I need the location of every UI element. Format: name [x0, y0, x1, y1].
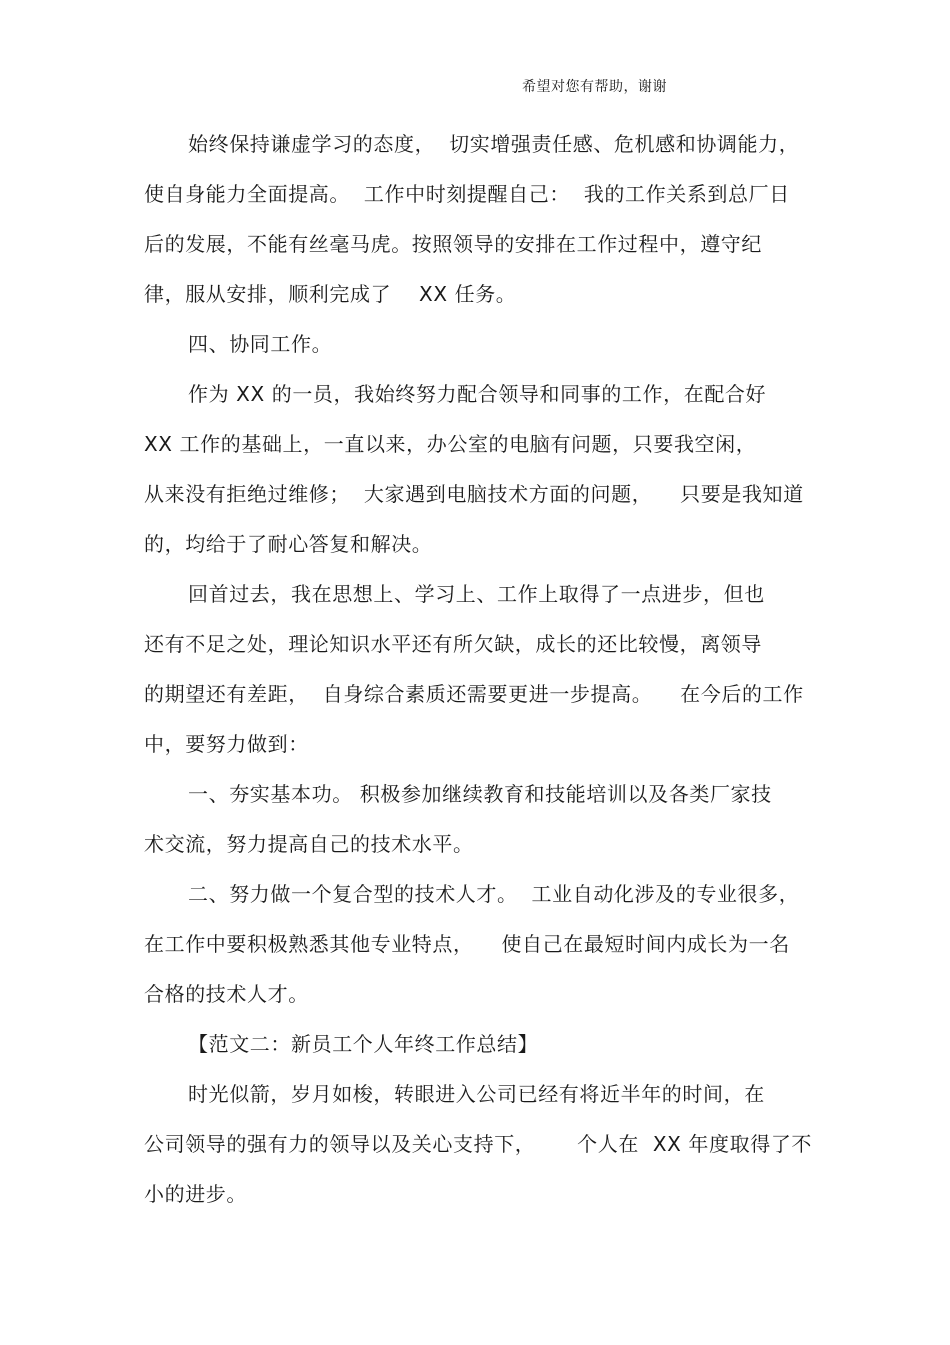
paragraph-line: 还有不足之处，理论知识水平还有所欠缺，成长的还比较慢，离领导 [144, 632, 762, 656]
paragraph-line: 律，服从安排，顺利完成了 XX 任务。 [144, 282, 517, 306]
paragraph-line: 时光似箭，岁月如梭，转眼进入公司已经有将近半年的时间，在 [188, 1082, 765, 1106]
paragraph-line: 小的进步。 [144, 1182, 247, 1206]
header-note: 希望对您有帮助，谢谢 [522, 79, 667, 95]
paragraph-line: 的期望还有差距， 自身综合素质还需要更进一步提高。 在今后的工作 [144, 682, 804, 706]
paragraph-line: 术交流，努力提高自己的技术水平。 [144, 832, 474, 856]
paragraph-line: 一、夯实基本功。 积极参加继续教育和技能培训以及各类厂家技 [188, 782, 772, 806]
paragraph-line: 二、努力做一个复合型的技术人才。 工业自动化涉及的专业很多， [188, 882, 800, 906]
paragraph-line: 中，要努力做到： [144, 732, 309, 756]
paragraph-line: 后的发展，不能有丝毫马虎。按照领导的安排在工作过程中，遵守纪 [144, 232, 762, 256]
paragraph-line: 在工作中要积极熟悉其他专业特点， 使自己在最短时间内成长为一名 [144, 932, 790, 956]
section-heading: 四、协同工作。 [188, 332, 333, 356]
paragraph-line: 从来没有拒绝过维修； 大家遇到电脑技术方面的问题， 只要是我知道 [144, 482, 804, 506]
paragraph-line: 始终保持谦虚学习的态度， 切实增强责任感、危机感和协调能力， [188, 132, 800, 156]
paragraph-line: 的，均给于了耐心答复和解决。 [144, 532, 433, 556]
paragraph-line: 合格的技术人才。 [144, 982, 309, 1006]
paragraph-line: 作为 XX 的一员，我始终努力配合领导和同事的工作，在配合好 [188, 382, 767, 406]
paragraph-line: 公司领导的强有力的领导以及关心支持下， 个人在 XX 年度取得了不 [144, 1132, 813, 1156]
section-heading: 【范文二：新员工个人年终工作总结】 [188, 1032, 539, 1056]
paragraph-line: 回首过去，我在思想上、学习上、工作上取得了一点进步，但也 [188, 582, 765, 606]
paragraph-line: 使自身能力全面提高。 工作中时刻提醒自己： 我的工作关系到总厂日 [144, 182, 790, 206]
paragraph-line: XX 工作的基础上，一直以来，办公室的电脑有问题，只要我空闲， [144, 432, 757, 456]
